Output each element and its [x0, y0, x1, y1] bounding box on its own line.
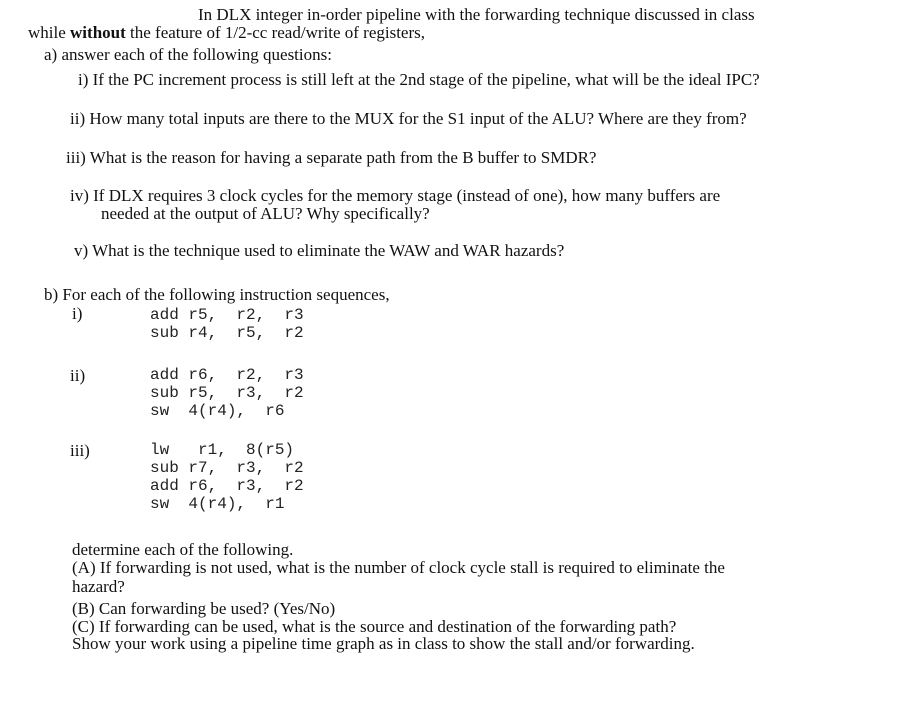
part-b-heading: b) For each of the following instruction sequences, — [44, 285, 390, 304]
code-line: add r6, r3, r2 — [150, 477, 304, 495]
code-line: lw r1, 8(r5) — [150, 441, 295, 459]
determine-b: (B) Can forwarding be used? (Yes/No) — [72, 599, 336, 618]
question-a-iii: iii) What is the reason for having a separate path from the B buffer to SMDR? — [66, 148, 597, 167]
determine-a-cont: hazard? — [72, 577, 125, 596]
question-a-v: v) What is the technique used to eliminate the WAW and WAR hazards? — [74, 241, 565, 260]
question-a-iv-cont: needed at the output of ALU? Why specifically? — [101, 204, 430, 223]
question-a-i: i) If the PC increment process is still left at the 2nd stage of the pipeline, what will be the ideal IPC? — [78, 70, 760, 89]
intro-line-2 — [28, 23, 425, 42]
sequence-label-iii: iii) — [70, 441, 90, 460]
code-block-ii — [150, 366, 304, 420]
code-line: sw 4(r4), r1 — [150, 495, 285, 513]
intro-line-2-pre: while — [28, 23, 71, 42]
determine-show-work: Show your work using a pipeline time graph as in class to show the stall and/or forwarding. — [72, 634, 695, 653]
intro-line-2-post: the feature of 1/2-cc read/write of registers, — [125, 23, 426, 42]
intro-without-bold: without — [70, 23, 126, 42]
intro-line-1: In DLX integer in-order pipeline with the forwarding technique discussed in class — [198, 5, 755, 24]
code-line: sub r4, r5, r2 — [150, 324, 304, 342]
code-line: add r5, r2, r3 — [150, 306, 304, 324]
part-a-heading: a) answer each of the following questions: — [44, 45, 332, 64]
sequence-label-ii: ii) — [70, 366, 86, 385]
determine-intro: determine each of the following. — [72, 540, 294, 559]
determine-c: (C) If forwarding can be used, what is the source and destination of the forwarding path? — [72, 617, 677, 636]
code-line: sw 4(r4), r6 — [150, 402, 285, 420]
code-line: add r6, r2, r3 — [150, 366, 304, 384]
question-a-iv: iv) If DLX requires 3 clock cycles for the memory stage (instead of one), how many buffers are — [70, 186, 721, 205]
code-block-iii — [150, 441, 304, 513]
question-a-ii: ii) How many total inputs are there to the MUX for the S1 input of the ALU? Where are they from? — [70, 109, 747, 128]
determine-a: (A) If forwarding is not used, what is the number of clock cycle stall is required to eliminate the — [72, 558, 725, 577]
sequence-label-i: i) — [72, 304, 83, 323]
code-block-i — [150, 306, 304, 342]
code-line: sub r5, r3, r2 — [150, 384, 304, 402]
code-line: sub r7, r3, r2 — [150, 459, 304, 477]
